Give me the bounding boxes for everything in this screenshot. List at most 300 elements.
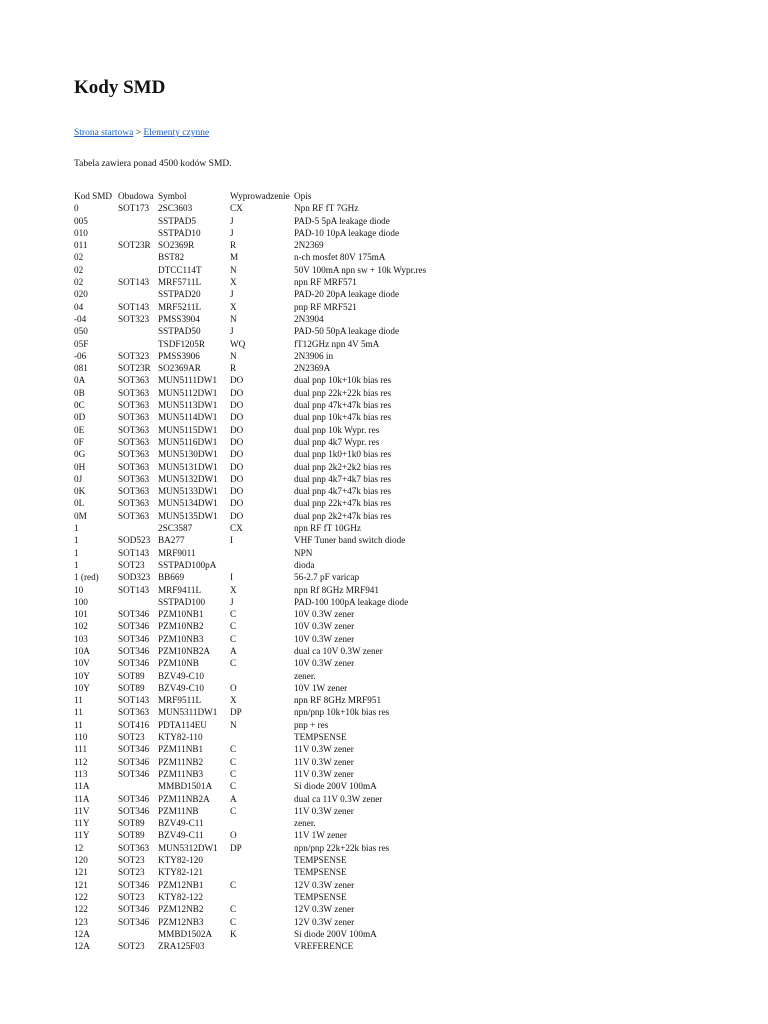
pinout-cell: DO — [230, 461, 244, 472]
pinout-cell: R — [230, 240, 237, 251]
code-cell: 10Y — [74, 670, 90, 681]
description-cell: npn RF 8GHz MRF951 — [294, 695, 382, 706]
symbol-cell: PZM11NB1 — [158, 744, 204, 755]
description-cell: 12V 0.3W zener — [294, 879, 355, 890]
symbol-cell: PZM10NB3 — [158, 633, 204, 644]
description-cell: 11V 1W zener — [294, 830, 347, 841]
column-header-symbol: Symbol — [158, 191, 187, 201]
case-cell: SOT363 — [118, 707, 150, 718]
symbol-cell: SSTPAD100 — [158, 596, 206, 607]
symbol-cell: PMSS3906 — [158, 350, 200, 361]
pinout-cell: C — [230, 756, 237, 767]
description-cell: npn/pnp 22k+22k bias res — [294, 842, 390, 853]
description-cell: TEMPSENSE — [294, 867, 347, 878]
symbol-cell: MUN5115DW1 — [158, 424, 218, 435]
code-cell: 081 — [74, 363, 88, 374]
symbol-cell: MUN5131DW1 — [158, 461, 218, 472]
case-cell: SOT23 — [118, 559, 145, 570]
description-cell: 11V 0.3W zener — [294, 805, 354, 816]
description-cell: 2N2369A — [294, 363, 331, 374]
table-row — [74, 362, 444, 374]
pinout-cell: N — [230, 313, 237, 324]
description-cell: Npn RF fT 7GHz — [294, 203, 359, 214]
pinout-cell: J — [230, 227, 234, 238]
case-cell — [118, 928, 158, 940]
case-cell: SOT89 — [118, 682, 145, 693]
symbol-cell: KTY82-110 — [158, 732, 203, 743]
case-cell: SOT363 — [118, 412, 150, 423]
code-cell: 10 — [74, 584, 84, 595]
description-cell: dual pnp 2k2+2k2 bias res — [294, 461, 392, 472]
description-cell: dual ca 10V 0.3W zener — [294, 645, 383, 656]
description-cell: 2N3904 — [294, 313, 324, 324]
pinout-cell: C — [230, 916, 237, 927]
table-row — [74, 620, 444, 632]
symbol-cell: PZM10NB2A — [158, 645, 211, 656]
symbol-cell: SO2369R — [158, 240, 195, 251]
table-row — [74, 694, 444, 706]
pinout-cell: J — [230, 215, 234, 226]
table-header-row — [74, 190, 444, 202]
pinout-cell: CX — [230, 523, 243, 534]
symbol-cell: MUN5134DW1 — [158, 498, 218, 509]
case-cell: SOT346 — [118, 805, 150, 816]
breadcrumb-link-current[interactable]: Elementy czynne — [143, 128, 210, 138]
table-row — [74, 596, 444, 608]
table-row — [74, 301, 444, 313]
pinout-cell: N — [230, 719, 237, 730]
code-cell: 1 (red) — [74, 572, 99, 583]
description-cell: pnp RF MRF521 — [294, 301, 357, 312]
table-row — [74, 264, 444, 276]
table-row — [74, 510, 444, 522]
symbol-cell: MRF5711L — [158, 277, 202, 288]
pinout-cell: O — [230, 830, 237, 841]
symbol-cell: PZM12NB1 — [158, 879, 204, 890]
pinout-cell: WQ — [230, 338, 246, 349]
code-cell: 12 — [74, 842, 84, 853]
description-cell: dual pnp 10k+10k bias res — [294, 375, 392, 386]
table-row — [74, 411, 444, 423]
table-row — [74, 522, 444, 534]
table-row — [74, 584, 444, 596]
description-cell: dual pnp 10k Wypr. res — [294, 424, 380, 435]
table-row — [74, 534, 444, 546]
pinout-cell: C — [230, 744, 237, 755]
symbol-cell: MUN5130DW1 — [158, 449, 218, 460]
table-row — [74, 485, 444, 497]
case-cell: SOT363 — [118, 387, 150, 398]
case-cell: SOT346 — [118, 744, 150, 755]
code-cell: 0M — [74, 510, 87, 521]
description-cell: 11V 0.3W zener — [294, 744, 354, 755]
case-cell: SOT323 — [118, 313, 150, 324]
case-cell: SOD523 — [118, 535, 151, 546]
table-row — [74, 559, 444, 571]
table-row — [74, 817, 444, 829]
symbol-cell: TSDF1205R — [158, 338, 205, 349]
pinout-cell: C — [230, 768, 237, 779]
pinout-cell — [230, 891, 294, 903]
description-cell: npn Rf 8GHz MRF941 — [294, 584, 379, 595]
table-row — [74, 473, 444, 485]
description-cell: 10V 1W zener — [294, 682, 348, 693]
pinout-cell: K — [230, 928, 237, 939]
pinout-cell: DP — [230, 842, 242, 853]
case-cell: SOT143 — [118, 547, 150, 558]
code-cell: -06 — [74, 350, 87, 361]
code-cell: 0D — [74, 412, 86, 423]
code-cell: 020 — [74, 289, 88, 300]
description-cell: 50V 100mA npn sw + 10k Wypr.res — [294, 264, 427, 275]
pinout-cell: DO — [230, 424, 244, 435]
symbol-cell: PMSS3904 — [158, 313, 200, 324]
code-cell: 12A — [74, 941, 90, 952]
description-cell: dual pnp 2k2+47k bias res — [294, 510, 392, 521]
code-cell: 11Y — [74, 818, 90, 829]
symbol-cell: PZM10NB — [158, 658, 199, 669]
pinout-cell: R — [230, 363, 237, 374]
case-cell: SOT89 — [118, 670, 145, 681]
code-cell: 0L — [74, 498, 85, 509]
case-cell: SOT143 — [118, 584, 150, 595]
pinout-cell: X — [230, 695, 237, 706]
pinout-cell — [230, 731, 294, 743]
code-cell: 111 — [74, 744, 88, 755]
code-cell: 0A — [74, 375, 86, 386]
table-row — [74, 657, 444, 669]
case-cell: SOT23 — [118, 867, 145, 878]
pinout-cell: X — [230, 584, 237, 595]
table-row — [74, 325, 444, 337]
case-cell: SOT346 — [118, 633, 150, 644]
description-cell: Si diode 200V 100mA — [294, 781, 377, 792]
pinout-cell: DO — [230, 498, 244, 509]
pinout-cell: J — [230, 596, 234, 607]
case-cell: SOT346 — [118, 768, 150, 779]
description-cell: 2N3906 in — [294, 350, 334, 361]
symbol-cell: PZM11NB3 — [158, 768, 204, 779]
symbol-cell: MUN5133DW1 — [158, 486, 218, 497]
pinout-cell: C — [230, 658, 237, 669]
pinout-cell: DO — [230, 400, 244, 411]
description-cell: 10V 0.3W zener — [294, 633, 355, 644]
pinout-cell — [230, 817, 294, 829]
table-row — [74, 571, 444, 583]
symbol-cell: MRF9511L — [158, 695, 202, 706]
symbol-cell: DTCC114T — [158, 264, 202, 275]
case-cell: SOT363 — [118, 510, 150, 521]
code-cell: 101 — [74, 609, 88, 620]
table-row — [74, 670, 444, 682]
code-cell: 110 — [74, 732, 88, 743]
description-cell: fT12GHz npn 4V 5mA — [294, 338, 380, 349]
symbol-cell: PZM12NB2 — [158, 904, 204, 915]
pinout-cell: DO — [230, 473, 244, 484]
symbol-cell: 2SC3603 — [158, 203, 193, 214]
pinout-cell: C — [230, 609, 237, 620]
code-cell: 10A — [74, 645, 90, 656]
description-cell: dual pnp 4k7+4k7 bias res — [294, 473, 392, 484]
description-cell: PAD-100 100pA leakage diode — [294, 596, 409, 607]
description-cell: VHF Tuner band switch diode — [294, 535, 406, 546]
table-row — [74, 768, 444, 780]
symbol-cell: PZM10NB2 — [158, 621, 204, 632]
table-row — [74, 239, 444, 251]
pinout-cell: C — [230, 805, 237, 816]
case-cell: SOT89 — [118, 830, 145, 841]
case-cell: SOT346 — [118, 879, 150, 890]
code-cell: 11 — [74, 707, 83, 718]
code-cell: 050 — [74, 326, 88, 337]
case-cell — [118, 227, 158, 239]
code-cell: 10V — [74, 658, 90, 669]
description-cell: pnp + res — [294, 719, 329, 730]
code-cell: 02 — [74, 277, 84, 288]
pinout-cell: CX — [230, 203, 243, 214]
description-cell: PAD-5 5pA leakage diode — [294, 215, 390, 226]
pinout-cell: DO — [230, 486, 244, 497]
symbol-cell: KTY82-121 — [158, 867, 203, 878]
description-cell: dioda — [294, 559, 315, 570]
pinout-cell: C — [230, 904, 237, 915]
description-cell: dual ca 11V 0.3W zener — [294, 793, 383, 804]
description-cell: TEMPSENSE — [294, 891, 347, 902]
symbol-cell: MUN5312DW1 — [158, 842, 218, 853]
code-cell: 1 — [74, 547, 79, 558]
code-cell: 10Y — [74, 682, 90, 693]
case-cell: SOT363 — [118, 400, 150, 411]
case-cell: SOT23 — [118, 891, 145, 902]
description-cell: PAD-10 10pA leakage diode — [294, 227, 400, 238]
case-cell: SOT363 — [118, 461, 150, 472]
code-cell: 11A — [74, 781, 90, 792]
table-row — [74, 387, 444, 399]
table-row — [74, 215, 444, 227]
table-row — [74, 891, 444, 903]
description-cell: dual pnp 4k7+47k bias res — [294, 486, 392, 497]
code-cell: 011 — [74, 240, 88, 251]
column-header-description: Opis — [294, 191, 312, 201]
pinout-cell: X — [230, 277, 237, 288]
pinout-cell: DO — [230, 387, 244, 398]
table-row — [74, 497, 444, 509]
code-cell: 113 — [74, 768, 88, 779]
code-cell: 123 — [74, 916, 88, 927]
description-cell: zener. — [294, 670, 316, 681]
smd-codes-table — [74, 190, 444, 952]
description-cell: npn RF MRF571 — [294, 277, 357, 288]
case-cell — [118, 251, 158, 263]
symbol-cell: BZV49-C10 — [158, 670, 204, 681]
table-row — [74, 338, 444, 350]
code-cell: 121 — [74, 867, 88, 878]
description-cell: npn/pnp 10k+10k bias res — [294, 707, 390, 718]
table-row — [74, 928, 444, 940]
code-cell: 1 — [74, 559, 79, 570]
description-cell: dual pnp 4k7 Wypr. res — [294, 436, 380, 447]
symbol-cell: MUN5116DW1 — [158, 436, 218, 447]
description-cell: 10V 0.3W zener — [294, 658, 355, 669]
table-row — [74, 461, 444, 473]
description-cell: dual pnp 1k0+1k0 bias res — [294, 449, 392, 460]
symbol-cell: SSTPAD20 — [158, 289, 201, 300]
case-cell: SOT23 — [118, 941, 145, 952]
table-row — [74, 633, 444, 645]
table-row — [74, 436, 444, 448]
symbol-cell: PZM10NB1 — [158, 609, 204, 620]
code-cell: 0F — [74, 436, 84, 447]
description-cell: 11V 0.3W zener — [294, 756, 354, 767]
description-cell: 12V 0.3W zener — [294, 904, 355, 915]
pinout-cell: A — [230, 793, 237, 804]
table-row — [74, 424, 444, 436]
code-cell: 010 — [74, 227, 88, 238]
symbol-cell: MUN5132DW1 — [158, 473, 218, 484]
symbol-cell: KTY82-120 — [158, 855, 203, 866]
pinout-cell: M — [230, 252, 239, 263]
pinout-cell: O — [230, 682, 237, 693]
case-cell — [118, 215, 158, 227]
case-cell: SOT173 — [118, 203, 150, 214]
case-cell — [118, 264, 158, 276]
table-row — [74, 780, 444, 792]
case-cell: SOT23 — [118, 855, 145, 866]
pinout-cell — [230, 547, 294, 559]
case-cell: SOT363 — [118, 424, 150, 435]
code-cell: 121 — [74, 879, 88, 890]
intro-text: Tabela zawiera ponad 4500 kodów SMD. — [74, 159, 232, 169]
pinout-cell: I — [230, 535, 234, 546]
description-cell: dual pnp 47k+47k bias res — [294, 400, 392, 411]
pinout-cell: N — [230, 264, 237, 275]
pinout-cell: DO — [230, 436, 244, 447]
case-cell: SOT143 — [118, 277, 150, 288]
code-cell: 04 — [74, 301, 84, 312]
pinout-cell — [230, 866, 294, 878]
pinout-cell — [230, 940, 294, 952]
symbol-cell: BA277 — [158, 535, 185, 546]
pinout-cell: DO — [230, 412, 244, 423]
table-row — [74, 842, 444, 854]
description-cell: dual pnp 22k+22k bias res — [294, 387, 392, 398]
code-cell: 112 — [74, 756, 88, 767]
symbol-cell: MUN5111DW1 — [158, 375, 218, 386]
description-cell: n-ch mosfet 80V 175mA — [294, 252, 386, 263]
breadcrumb-link-home[interactable]: Strona startowa — [74, 128, 134, 138]
case-cell: SOT23 — [118, 732, 145, 743]
case-cell: SOT363 — [118, 842, 150, 853]
table-row — [74, 374, 444, 386]
table-row — [74, 276, 444, 288]
symbol-cell: PDTA114EU — [158, 719, 207, 730]
description-cell: 12V 0.3W zener — [294, 916, 355, 927]
code-cell: 0C — [74, 400, 85, 411]
symbol-cell: MMBD1501A — [158, 781, 213, 792]
case-cell: SOT363 — [118, 473, 150, 484]
code-cell: 0 — [74, 203, 79, 214]
table-row — [74, 350, 444, 362]
code-cell: 11V — [74, 805, 90, 816]
symbol-cell: SSTPAD100pA — [158, 559, 217, 570]
table-row — [74, 399, 444, 411]
code-cell: 122 — [74, 904, 88, 915]
case-cell: SOT346 — [118, 658, 150, 669]
symbol-cell: MUN5135DW1 — [158, 510, 218, 521]
description-cell: TEMPSENSE — [294, 855, 347, 866]
pinout-cell: DO — [230, 510, 244, 521]
description-cell: 10V 0.3W zener — [294, 621, 355, 632]
symbol-cell: MRF5211L — [158, 301, 202, 312]
table-row — [74, 903, 444, 915]
description-cell: npn RF fT 10GHz — [294, 523, 361, 534]
case-cell: SOT363 — [118, 498, 150, 509]
symbol-cell: 2SC3587 — [158, 523, 193, 534]
case-cell: SOT363 — [118, 436, 150, 447]
table-row — [74, 288, 444, 300]
case-cell: SOT323 — [118, 350, 150, 361]
code-cell: 102 — [74, 621, 88, 632]
pinout-cell: C — [230, 633, 237, 644]
code-cell: 0G — [74, 449, 86, 460]
case-cell — [118, 338, 158, 350]
table-row — [74, 608, 444, 620]
code-cell: 02 — [74, 252, 84, 263]
column-header-pinout: Wyprowadzenie — [230, 191, 290, 201]
symbol-cell: BST82 — [158, 252, 185, 263]
symbol-cell: SSTPAD10 — [158, 227, 201, 238]
code-cell: 0B — [74, 387, 85, 398]
pinout-cell: C — [230, 621, 237, 632]
breadcrumb — [74, 127, 209, 139]
symbol-cell: MUN5114DW1 — [158, 412, 218, 423]
symbol-cell: SSTPAD5 — [158, 215, 196, 226]
code-cell: 122 — [74, 891, 88, 902]
code-cell: -04 — [74, 313, 87, 324]
symbol-cell: BZV49-C11 — [158, 830, 204, 841]
symbol-cell: KTY82-122 — [158, 891, 203, 902]
table-row — [74, 448, 444, 460]
table-body — [74, 202, 444, 952]
table-row — [74, 829, 444, 841]
table-row — [74, 866, 444, 878]
symbol-cell: MUN5311DW1 — [158, 707, 218, 718]
table-row — [74, 879, 444, 891]
description-cell: 2N2369 — [294, 240, 324, 251]
description-cell: zener. — [294, 818, 316, 829]
pinout-cell: DO — [230, 375, 244, 386]
code-cell: 1 — [74, 523, 79, 534]
code-cell: 05F — [74, 338, 89, 349]
table-row — [74, 854, 444, 866]
description-cell: PAD-50 50pA leakage diode — [294, 326, 400, 337]
table-row — [74, 202, 444, 214]
code-cell: 0K — [74, 486, 86, 497]
symbol-cell: PZM11NB — [158, 805, 199, 816]
code-cell: 0E — [74, 424, 85, 435]
pinout-cell: A — [230, 645, 237, 656]
case-cell: SOD323 — [118, 572, 151, 583]
case-cell — [118, 522, 158, 534]
column-header-code: Kod SMD — [74, 191, 113, 201]
symbol-cell: MMBD1502A — [158, 928, 213, 939]
symbol-cell: BZV49-C10 — [158, 682, 204, 693]
breadcrumb-separator: > — [135, 128, 142, 138]
code-cell: 100 — [74, 596, 88, 607]
pinout-cell: J — [230, 326, 234, 337]
table-row — [74, 547, 444, 559]
case-cell: SOT346 — [118, 621, 150, 632]
